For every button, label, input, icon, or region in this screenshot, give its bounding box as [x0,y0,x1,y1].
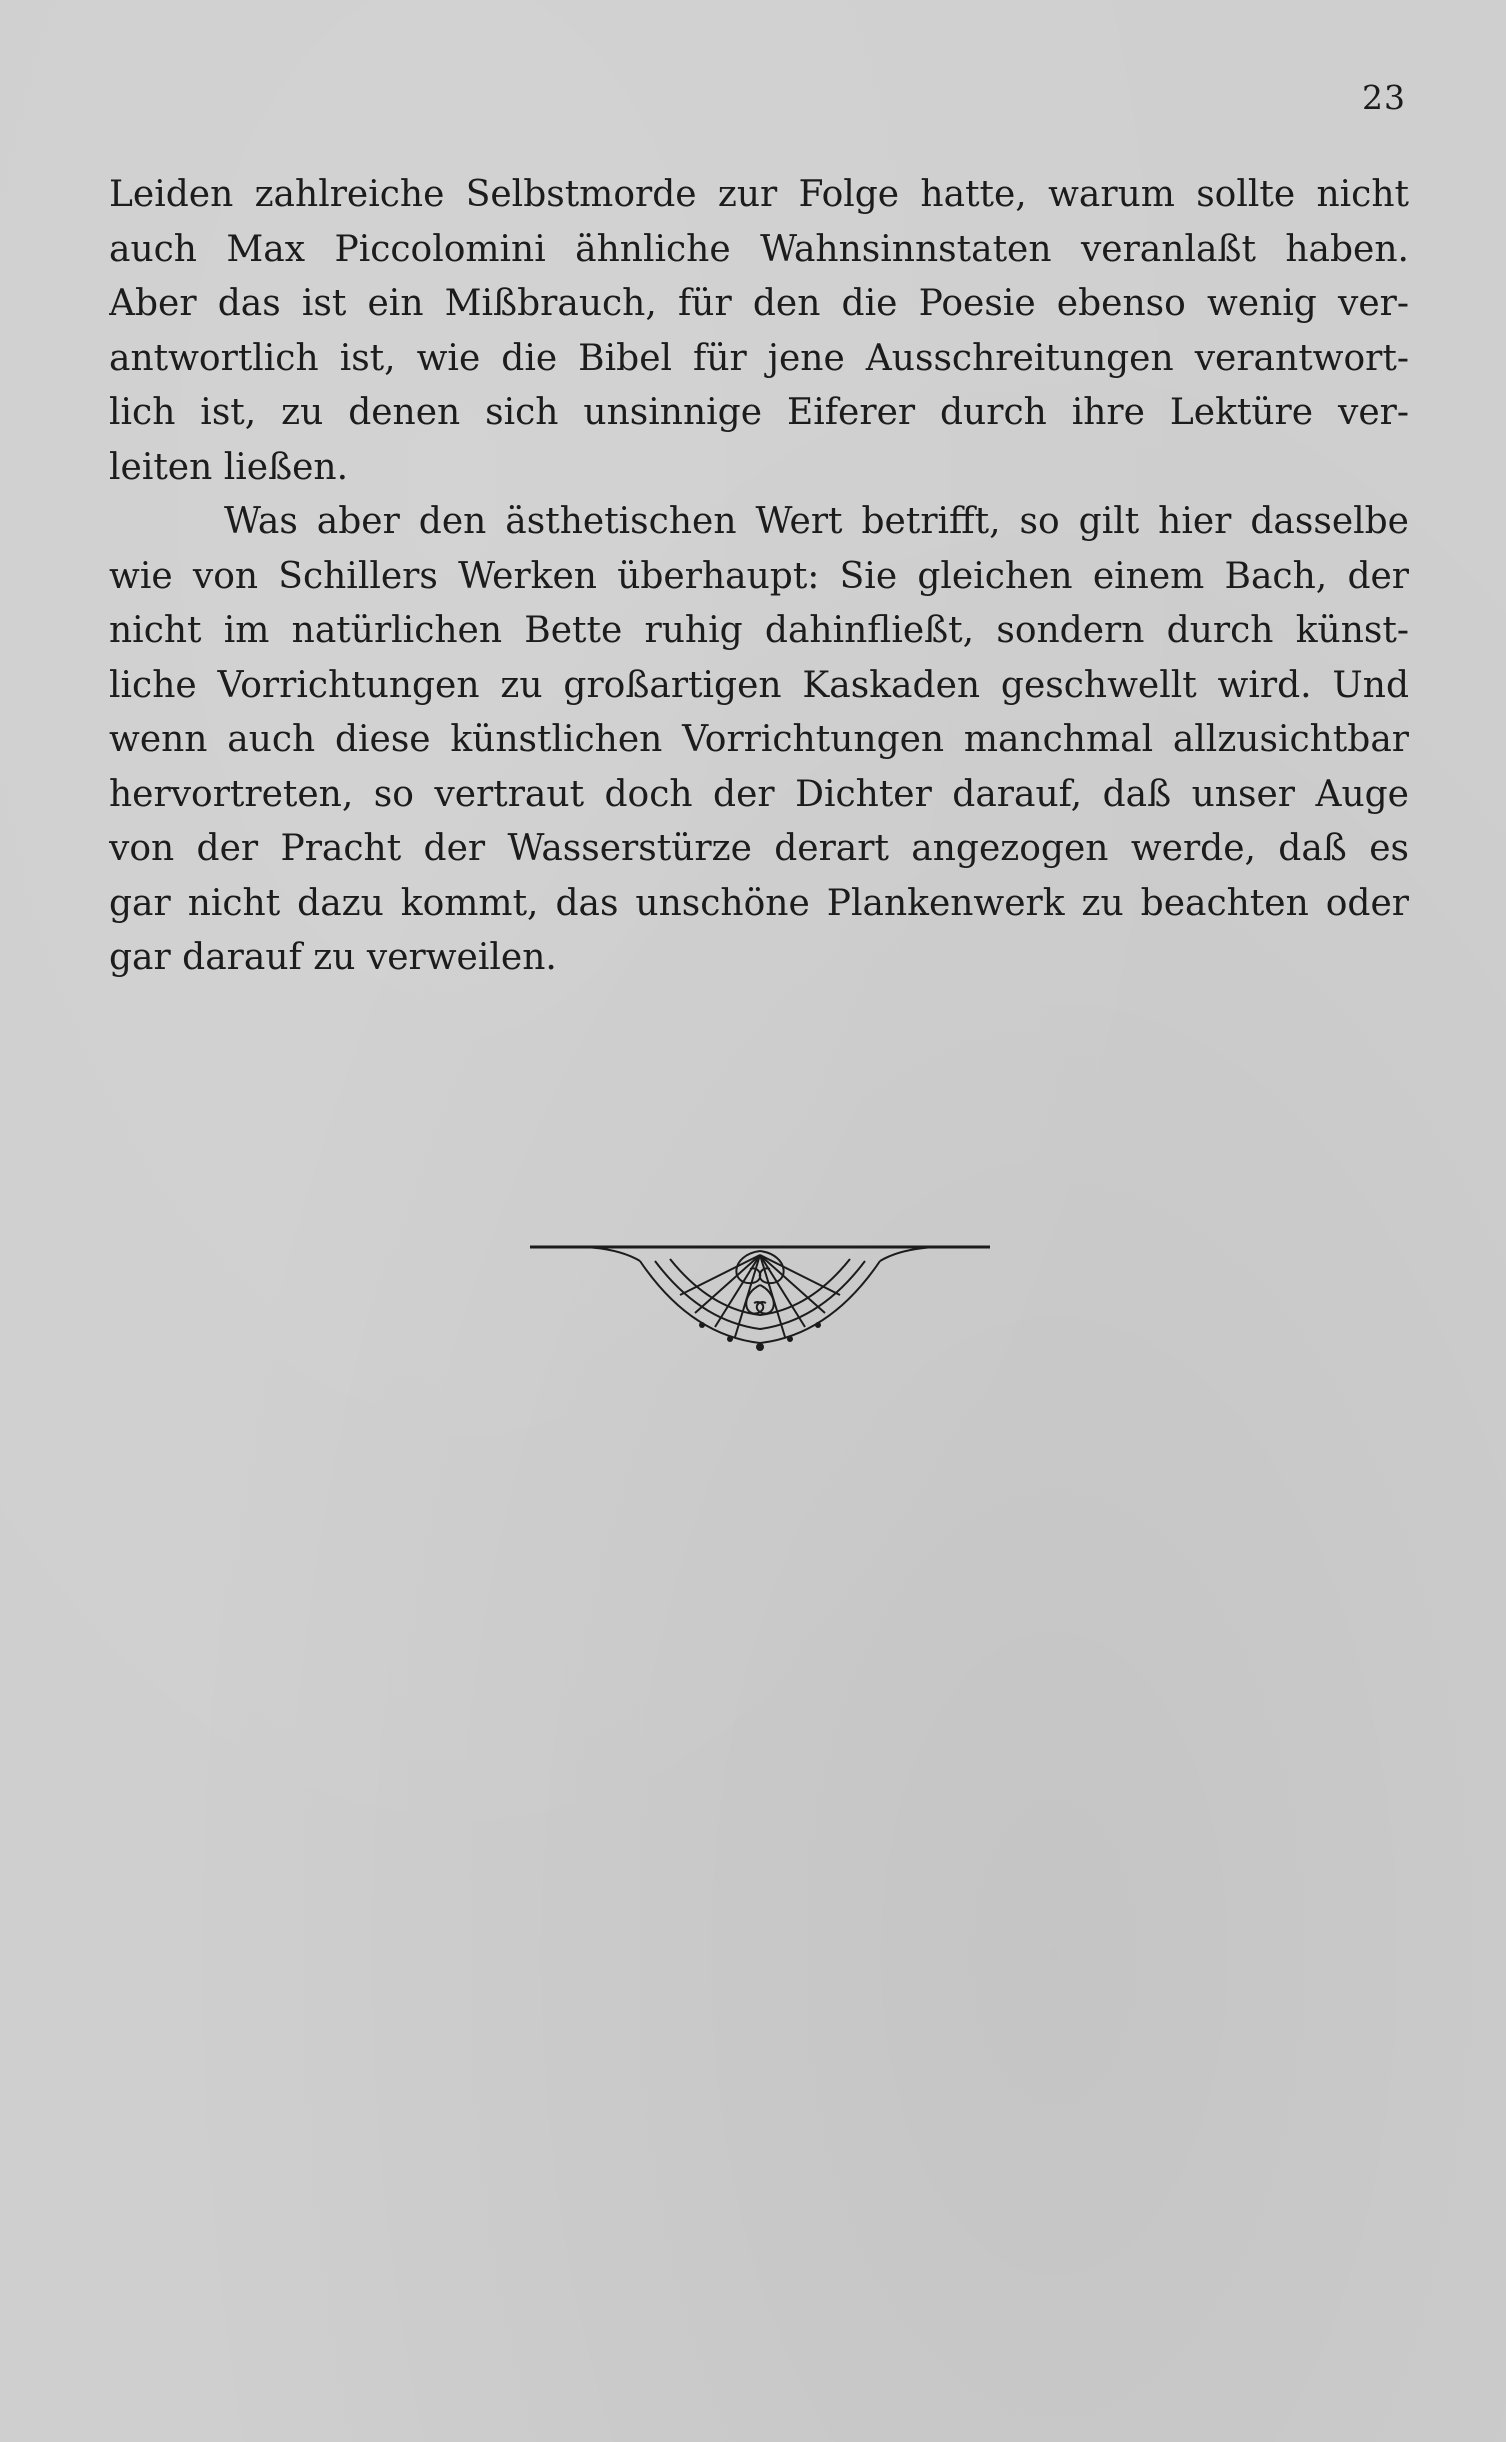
page-number: 23 [1362,78,1406,117]
text-line: Aber das ist ein Mißbrauch, für den die Poesie ebenso wenig ver- [109,283,1409,324]
text-line: Leiden zahlreiche Selbstmorde zur Folge hatte, warum sollte nicht [109,174,1409,215]
body-text [109,168,1409,986]
text-line: nicht im natürlichen Bette ruhig dahinfließt, sondern durch künst- [109,610,1409,651]
text-line: leiten ließen. [109,446,349,488]
text-line: von der Pracht der Wasserstürze derart angezogen werde, daß es [109,828,1409,869]
text-line: liche Vorrichtungen zu großartigen Kaskaden geschwellt wird. Und [109,664,1409,706]
text-line: lich ist, zu denen sich unsinnige Eiferer durch ihre Lektüre ver- [109,392,1409,433]
paragraph-1 [109,168,1409,495]
fleuron-ornament-icon [530,1225,990,1355]
text-line: wenn auch diese künstlichen Vorrichtungen manchmal allzusichtbar [109,719,1409,760]
paragraph-2 [109,495,1409,986]
text-line: auch Max Piccolomini ähnliche Wahnsinnstaten veranlaßt haben. [109,228,1409,270]
text-line: wie von Schillers Werken überhaupt: Sie gleichen einem Bach, der [109,555,1409,597]
text-line: Was aber den ästhetischen Wert betrifft, so gilt hier dasselbe [224,501,1409,542]
text-line: hervortreten, so vertraut doch der Dichter darauf, daß unser Auge [109,773,1409,815]
text-line: gar darauf zu verweilen. [109,937,557,978]
text-line: antwortlich ist, wie die Bibel für jene Ausschreitungen verantwort- [109,337,1409,379]
text-line: gar nicht dazu kommt, das unschöne Plankenwerk zu beachten oder [109,882,1409,924]
